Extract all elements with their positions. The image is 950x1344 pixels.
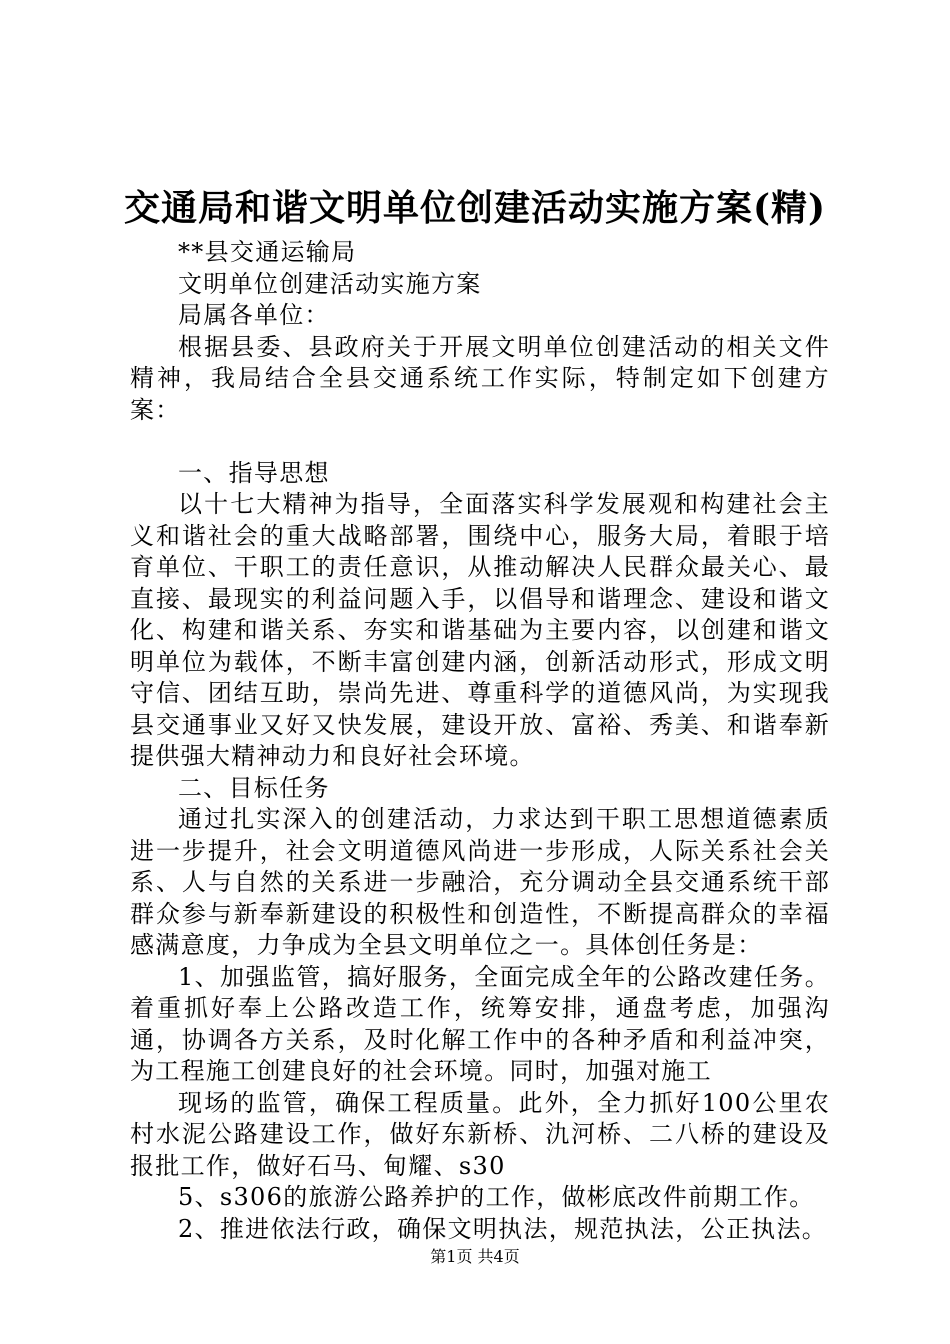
section-heading-1: 一、指导思想 bbox=[178, 458, 330, 487]
blank-line bbox=[130, 426, 830, 458]
task-1-paragraph: 1、加强监管，搞好服务，全面完成全年的公路改建任务。着重抓好奉上公路改造工作，统筹安排，通盘考虑，加强沟通，协调各方关系，及时化解工作中的各种矛盾和利益冲突，为工程施工创建良好的社会环境。同时，加强对施工 bbox=[130, 962, 830, 1085]
section-1-paragraph: 以十七大精神为指导，全面落实科学发展观和构建社会主义和谐社会的重大战略部署，围绕中心，服务大局，着眼于培育单位、干职工的责任意识，从推动解决人民群众最关心、最直接、最现实的利益问题入手，以倡导和谐理念、建设和谐文化、构建和谐关系、夯实和谐基础为主要内容，以创建和谐文明单位为载体，不断丰富创建内涵，创新活动形式，形成文明守信、团结互助，崇尚先进、尊重科学的道德风尚，为实现我县交通事业又好又快发展，建设开放、富裕、秀美、和谐奉新提供强大精神动力和良好社会环境。 bbox=[130, 490, 830, 770]
section-2-paragraph: 通过扎实深入的创建活动，力求达到干职工思想道德素质进一步提升，社会文明道德风尚进一步形成，人际关系社会关系、人与自然的关系进一步融洽，充分调动全县交通系统干部群众参与新奉新建设的积极性和创造性，不断提高群众的幸福感满意度，力争成为全县文明单位之一。具体创任务是： bbox=[130, 805, 830, 959]
salutation: 局属各单位： bbox=[178, 301, 330, 329]
page-footer: 第1页 共4页 bbox=[430, 1247, 520, 1266]
intro-paragraph: 根据县委、县政府关于开展文明单位创建活动的相关文件精神，我局结合全县交通系统工作实际，特制定如下创建方案： bbox=[130, 332, 830, 424]
document-title: 交通局和谐文明单位创建活动实施方案(精) bbox=[123, 187, 827, 229]
subtitle-line: 文明单位创建活动实施方案 bbox=[178, 269, 482, 298]
task-2-paragraph: 2、推进依法行政，确保文明执法，规范执法，公正执法。 bbox=[178, 1214, 828, 1243]
task-5-paragraph: 5、s306的旅游公路养护的工作，做彬底改件前期工作。 bbox=[178, 1183, 815, 1211]
section-heading-2: 二、目标任务 bbox=[178, 773, 330, 802]
task-1-continued-paragraph: 现场的监管，确保工程质量。此外，全力抓好100公里农村水泥公路建设工作，做好东新桥、氿河桥、二八桥的建设及报批工作，做好石马、甸耀、s30 bbox=[130, 1088, 830, 1180]
document-body bbox=[130, 237, 830, 1245]
issuer-line: **县交通运输局 bbox=[178, 238, 357, 266]
